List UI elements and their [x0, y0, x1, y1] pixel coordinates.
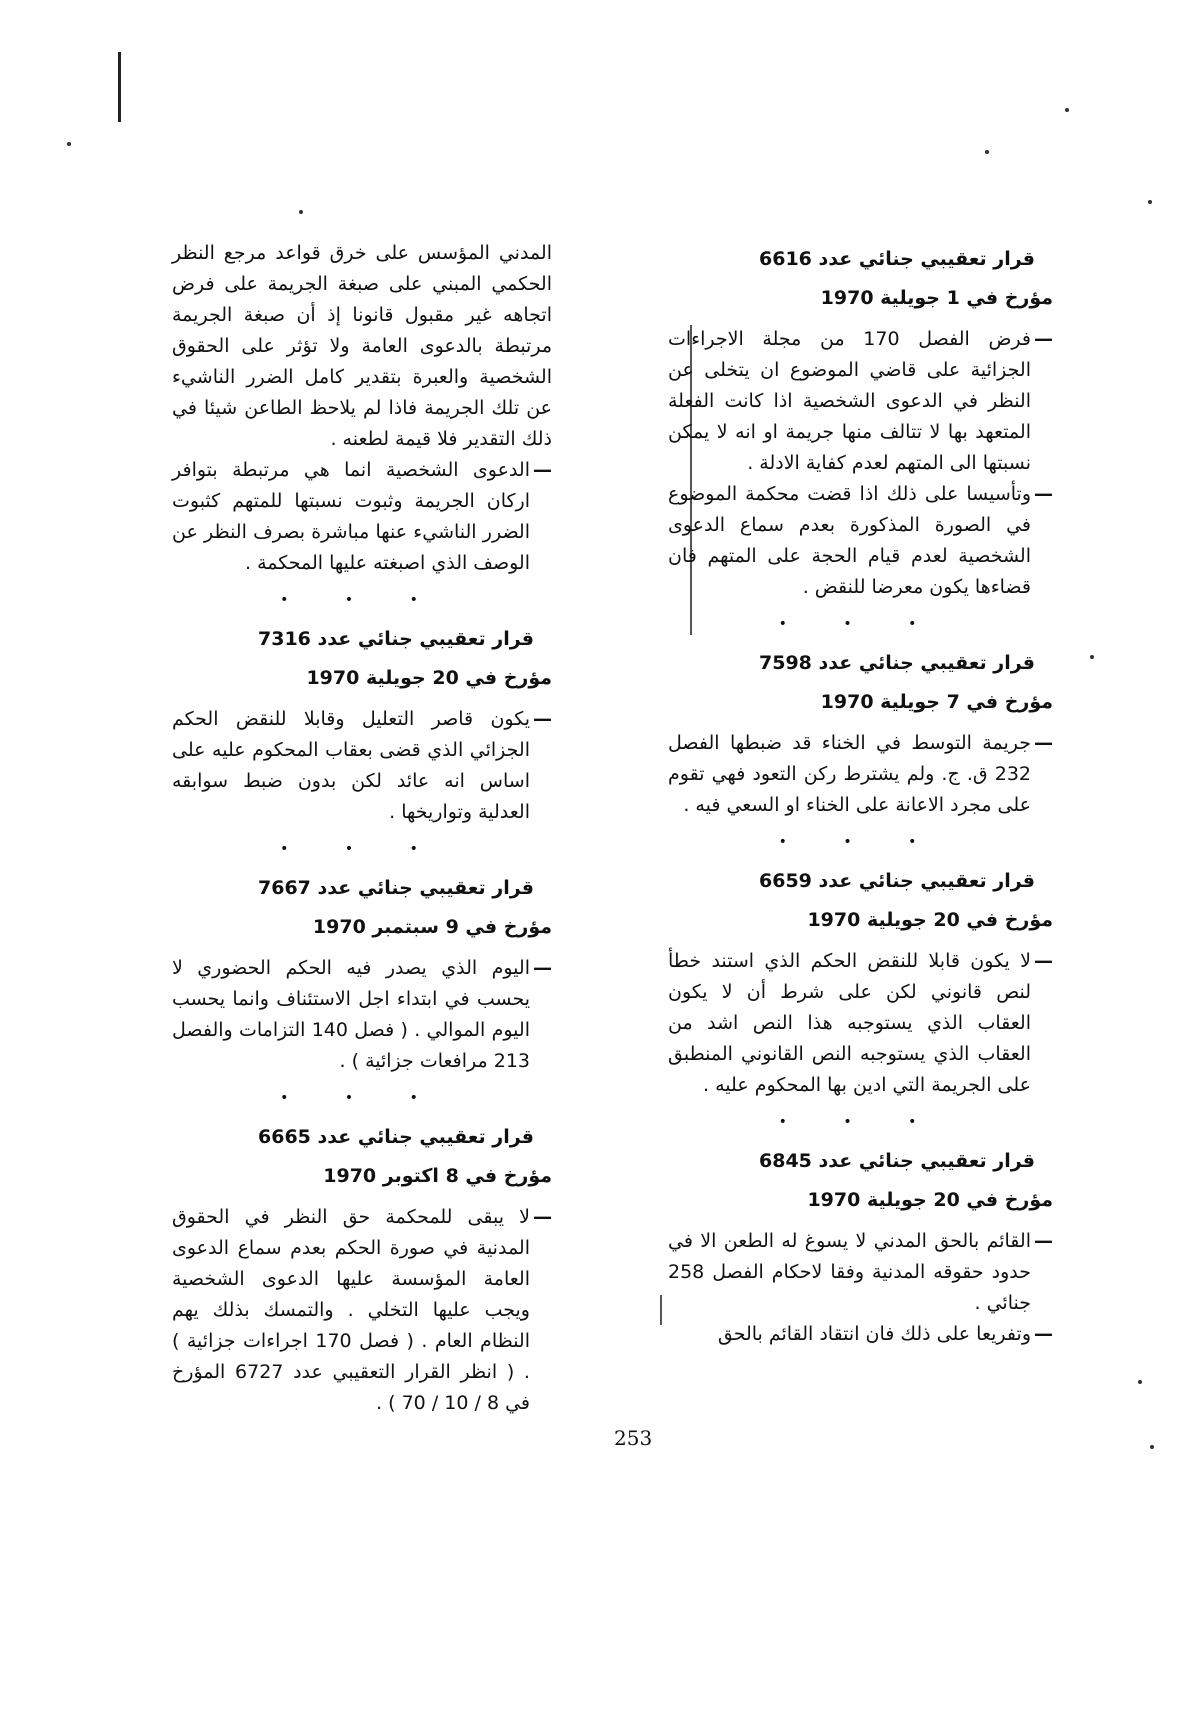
scan-speck [1148, 200, 1152, 204]
dash-marker: — [1034, 1323, 1053, 1345]
decision-heading: قرار تعقيبي جنائي عدد 6665 [258, 1126, 534, 1148]
decision-date: مؤرخ في 20 جويلية 1970 [807, 909, 1053, 931]
decision-block [668, 1146, 1053, 1350]
decision-paragraph: — يكون قاصر التعليل وقابلا للنقض الحكم الجزائي الذي قضى بعقاب المحكوم عليه على اساس انه عائد لكن بدون ضبط سوابقه العدلية وتواريخها . [172, 704, 552, 828]
decision-date: مؤرخ في 9 سبتمبر 1970 [312, 916, 552, 938]
decision-block [172, 873, 552, 1077]
dash-marker: — [1034, 950, 1053, 972]
scan-speck [67, 142, 71, 146]
dash-marker: — [533, 708, 552, 730]
decision-heading: قرار تعقيبي جنائي عدد 7598 [759, 652, 1035, 674]
scan-artifact-line [660, 1295, 662, 1325]
scan-speck [1138, 1380, 1142, 1384]
decision-date: مؤرخ في 20 جويلية 1970 [306, 667, 552, 689]
dash-marker: — [1034, 483, 1053, 505]
decision-paragraph: — الدعوى الشخصية انما هي مرتبطة بتوافر اركان الجريمة وثبوت نسبتها للمتهم كثبوت الضرر الناشيء عنها مباشرة بصرف النظر عن الوصف الذي اصبغته عليها المحكمة . [172, 455, 552, 579]
decision-paragraph: — وتفريعا على ذلك فان انتقاد القائم بالحق [668, 1319, 1053, 1350]
decision-block [668, 244, 1053, 603]
decision-heading: قرار تعقيبي جنائي عدد 7316 [258, 628, 534, 650]
section-separator: • • • [778, 834, 943, 850]
decision-date: مؤرخ في 7 جويلية 1970 [820, 691, 1053, 713]
decision-date: مؤرخ في 8 اكتوبر 1970 [323, 1165, 552, 1187]
decision-paragraph: — فرض الفصل 170 من مجلة الاجراءات الجزائية على قاضي الموضوع ان يتخلى عن النظر في الدعوى الشخصية اذا كانت الفعلة المتعهد بها لا تتالف منها جريمة او انه لا يمكن نسبتها الى المتهم لعدم كفاية الادلة . [668, 324, 1053, 479]
decision-block [668, 866, 1053, 1101]
scan-speck [1065, 108, 1069, 112]
decision-paragraph: — لا يكون قابلا للنقض الحكم الذي استند خطأ لنص قانوني لكن على شرط أن لا يكون العقاب الذي يستوجبه هذا النص اشد من العقاب الذي يستوجبه النص القانوني المنطبق على الجريمة التي ادين بها المحكوم عليه . [668, 946, 1053, 1101]
left-column [172, 238, 552, 1419]
scan-artifact-line [118, 52, 121, 122]
page-number: 253 [614, 1426, 653, 1450]
decision-date: مؤرخ في 20 جويلية 1970 [807, 1189, 1053, 1211]
decision-heading: قرار تعقيبي جنائي عدد 6659 [759, 870, 1035, 892]
decision-block [172, 1122, 552, 1419]
dash-marker: — [1034, 732, 1053, 754]
decision-paragraph: — اليوم الذي يصدر فيه الحكم الحضوري لا يحسب في ابتداء اجل الاستئناف وانما يحسب اليوم الموالي . ( فصل 140 التزامات والفصل 213 مرافعات جزائية ) . [172, 953, 552, 1077]
dash-marker: — [533, 459, 552, 481]
right-column [668, 238, 1053, 1350]
continued-paragraph: المدني المؤسس على خرق قواعد مرجع النظر الحكمي المبني على صبغة الجريمة على فرض اتجاهه غير مقبول قانونا إذ أن صبغة الجريمة مرتبطة بالدعوى العامة ولا تؤثر على الحقوق الشخصية والعبرة بتقدير كامل الضرر الناشيء عن تلك الجريمة فاذا لم يلاحظ الطاعن شيئا في ذلك التقدير فلا قيمة لطعنه . [172, 242, 552, 450]
section-separator: • • • [778, 1114, 943, 1130]
decision-block [172, 624, 552, 828]
decision-block [668, 648, 1053, 821]
dash-marker: — [1034, 1230, 1053, 1252]
scan-speck [1090, 655, 1094, 659]
dash-marker: — [533, 1206, 552, 1228]
dash-marker: — [533, 957, 552, 979]
decision-heading: قرار تعقيبي جنائي عدد 6616 [759, 248, 1035, 270]
section-separator: • • • [280, 841, 444, 857]
decision-heading: قرار تعقيبي جنائي عدد 6845 [759, 1150, 1035, 1172]
section-separator: • • • [280, 592, 444, 608]
decision-date: مؤرخ في 1 جويلية 1970 [820, 287, 1053, 309]
decision-heading: قرار تعقيبي جنائي عدد 7667 [258, 877, 534, 899]
decision-paragraph: — لا يبقى للمحكمة حق النظر في الحقوق المدنية في صورة الحكم بعدم سماع الدعوى العامة المؤسسة عليها الدعوى الشخصية ويجب عليها التخلي . والتمسك بذلك يهم النظام العام . ( فصل 170 اجراءات جزائية ) . ( انظر القرار التعقيبي عدد 6727 المؤرخ في 8 / 10 / 70 ) . [172, 1202, 552, 1419]
decision-paragraph: — وتأسيسا على ذلك اذا قضت محكمة الموضوع في الصورة المذكورة بعدم سماع الدعوى الشخصية لعدم قيام الحجة على المتهم فان قضاءها يكون معرضا للنقض . [668, 479, 1053, 603]
scan-speck [985, 150, 989, 154]
scan-speck [299, 210, 303, 214]
decision-paragraph: — القائم بالحق المدني لا يسوغ له الطعن الا في حدود حقوقه المدنية وفقا لاحكام الفصل 258 جنائي . [668, 1226, 1053, 1319]
decision-paragraph: — جريمة التوسط في الخناء قد ضبطها الفصل 232 ق. ج. ولم يشترط ركن التعود فهي تقوم على مجرد الاعانة على الخناء او السعي فيه . [668, 728, 1053, 821]
dash-marker: — [1034, 328, 1053, 350]
section-separator: • • • [778, 616, 943, 632]
scan-speck [1150, 1445, 1154, 1449]
section-separator: • • • [280, 1090, 444, 1106]
